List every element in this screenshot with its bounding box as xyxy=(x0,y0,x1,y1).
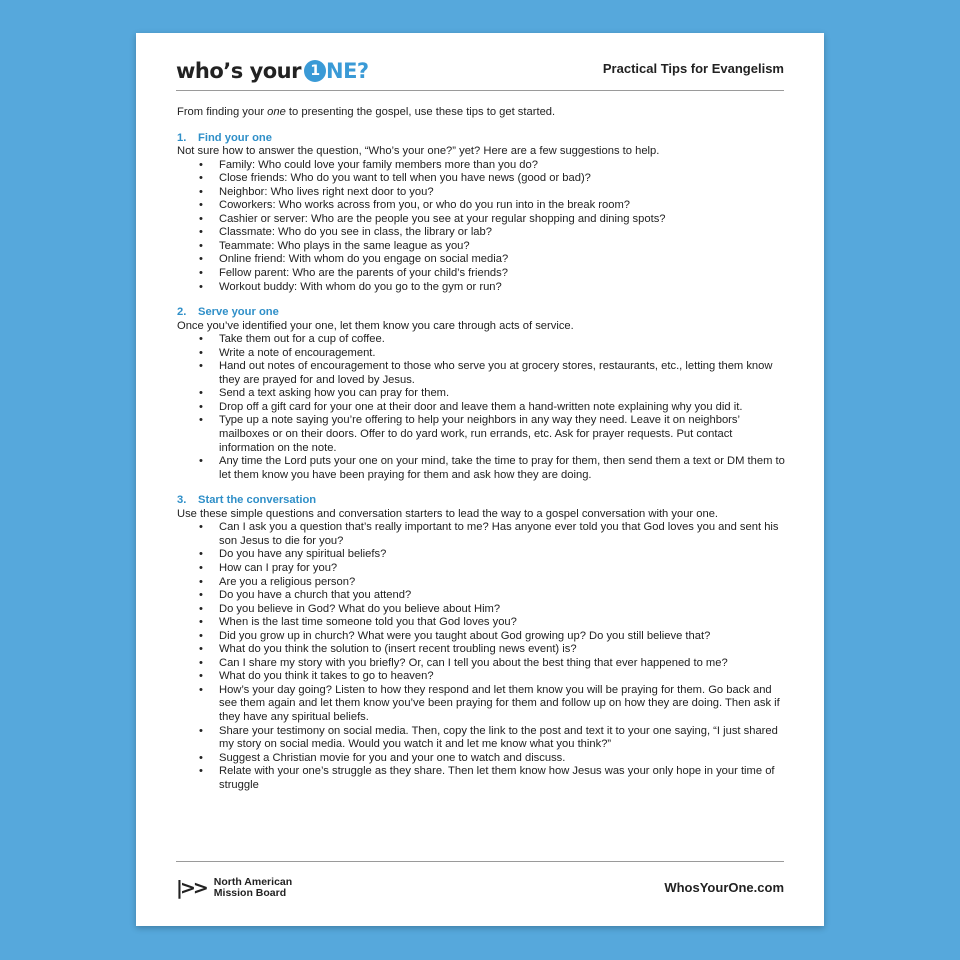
list-item: • Any time the Lord puts your one on your mind, take the time to pray for them, then send them a text or DM them to let them know you have been praying for them and ask how they are doing. xyxy=(199,455,787,482)
list-item: • Can I share my story with you briefly? Or, can I tell you about the best thing that ever happened to me? xyxy=(199,657,787,671)
list-item: • Do you believe in God? What do you believe about Him? xyxy=(199,603,787,617)
list-item: • Can I ask you a question that’s really important to me? Has anyone ever told you that God loves you and sent his son Jesus to die for you? xyxy=(199,521,787,548)
list-item: • Share your testimony on social media. Then, copy the link to the post and text it to your one saying, “I just shared my story on social media. Would you watch it and let me know what you think?” xyxy=(199,725,787,752)
list-item: • Classmate: Who do you see in class, the library or lab? xyxy=(199,226,787,240)
list-item: • Suggest a Christian movie for you and your one to watch and discuss. xyxy=(199,752,787,766)
list-item: • What do you think it takes to go to heaven? xyxy=(199,670,787,684)
section-description: Once you’ve identified your one, let them know you care through acts of service. xyxy=(177,319,574,332)
section-description: Use these simple questions and conversation starters to lead the way to a gospel conversation with your one. xyxy=(177,507,719,520)
list-item: • Relate with your one’s struggle as they share. Then let them know how Jesus was your only hope in your time of struggle xyxy=(199,765,787,792)
footer-divider xyxy=(176,861,784,862)
list-item: • Workout buddy: With whom do you go to the gym or run? xyxy=(199,281,787,295)
section-2 xyxy=(177,306,787,482)
bullet-list xyxy=(177,521,787,792)
list-item: • Send a text asking how you can pray for them. xyxy=(199,387,787,401)
bullet-list xyxy=(177,159,787,294)
whos-your-one-logo xyxy=(176,55,369,87)
list-item: • Neighbor: Who lives right next door to you? xyxy=(199,186,787,200)
list-item: • Family: Who could love your family members more than you do? xyxy=(199,159,787,173)
logo-one-rest: NE? xyxy=(326,59,369,83)
list-item: • Did you grow up in church? What were you taught about God growing up? Do you still believe that? xyxy=(199,630,787,644)
namb-name-line1: North American xyxy=(213,876,293,888)
section-1 xyxy=(177,132,787,295)
list-item: • Take them out for a cup of coffee. xyxy=(199,333,787,347)
document-title: Practical Tips for Evangelism xyxy=(602,61,784,76)
list-item: • Are you a religious person? xyxy=(199,576,787,590)
list-item: • How’s your day going? Listen to how they respond and let them know you will be praying for them. Go back and see them again and let them know you’ve been praying for them and follow up on how they are doing. Then ask if they have any spiritual beliefs. xyxy=(199,684,787,725)
list-item: • Teammate: Who plays in the same league as you? xyxy=(199,240,787,254)
list-item: • Do you have a church that you attend? xyxy=(199,589,787,603)
bullet-list xyxy=(177,333,787,482)
list-item: • Drop off a gift card for your one at their door and leave them a hand-written note explaining why you did it. xyxy=(199,401,787,415)
section-heading: 1. Find your one xyxy=(177,131,272,144)
section-3 xyxy=(177,494,787,792)
intro-paragraph: From finding your one to presenting the gospel, use these tips to get started. xyxy=(177,106,556,118)
section-heading: 3. Start the conversation xyxy=(177,494,317,507)
list-item: • What do you think the solution to (insert recent troubling news event) is? xyxy=(199,643,787,657)
list-item: • Fellow parent: Who are the parents of your child’s friends? xyxy=(199,267,787,281)
header-divider xyxy=(176,90,784,91)
website-link[interactable]: WhosYourOne.com xyxy=(664,880,784,895)
logo-prefix: who’s your xyxy=(176,59,301,83)
list-item: • Write a note of encouragement. xyxy=(199,347,787,361)
list-item: • When is the last time someone told you that God loves you? xyxy=(199,616,787,630)
document-body xyxy=(177,106,787,804)
section-heading: 2. Serve your one xyxy=(177,306,279,319)
document-page xyxy=(136,33,824,926)
logo-one-circle: 1 xyxy=(304,60,326,82)
list-item: • How can I pray for you? xyxy=(199,562,787,576)
list-item: • Cashier or server: Who are the people you see at your regular shopping and dining spots? xyxy=(199,213,787,227)
list-item: • Type up a note saying you’re offering to help your neighbors in any way they need. Leave it on neighbors’ mailboxes or on their doors. Offer to do yard work, run errands, etc. Ask for prayer requests. Put contact information on the note. xyxy=(199,414,787,455)
list-item: • Coworkers: Who works across from you, or who do you run into in the break room? xyxy=(199,199,787,213)
namb-name-line2: Mission Board xyxy=(213,887,287,899)
page-header xyxy=(176,51,784,89)
section-description: Not sure how to answer the question, “Who’s your one?” yet? Here are a few suggestions to help. xyxy=(177,145,660,158)
list-item: • Do you have any spiritual beliefs? xyxy=(199,548,787,562)
namb-mark-icon: |>> xyxy=(176,877,206,899)
list-item: • Hand out notes of encouragement to those who serve you at grocery stores, restaurants, etc., letting them know they are prayed for and loved by Jesus. xyxy=(199,360,787,387)
list-item: • Online friend: With whom do you engage on social media? xyxy=(199,253,787,267)
namb-logo xyxy=(176,875,292,901)
list-item: • Close friends: Who do you want to tell when you have news (good or bad)? xyxy=(199,172,787,186)
sections-container xyxy=(177,132,787,793)
